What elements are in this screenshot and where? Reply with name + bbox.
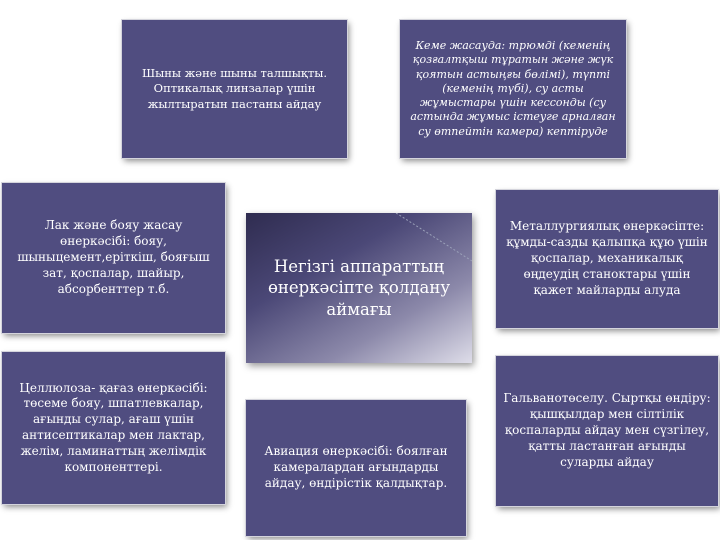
paint-industry-box: [2, 183, 225, 333]
glass-industry-box: [122, 20, 347, 158]
metallurgy-box: [496, 190, 718, 328]
pulp-paper-box: [2, 352, 225, 504]
paint-industry-text: Лак және бояу жасау өнеркәсібі: бояу, шыныцемент,еріткіш, бояғыш зат, қоспалар, шайыр, абсорбенттер т.б.: [17, 218, 210, 296]
shipbuilding-box: [400, 20, 626, 158]
center-title-panel: [246, 213, 472, 363]
galvanic-text: Гальванотөселу. Сыртқы өндіру: қышқылдар мен сілтілік қоспаларды айдау мен сүзгілеу, қатты ластанған ағынды суларды айдау: [503, 391, 711, 469]
galvanic-box: [496, 356, 718, 506]
pulp-paper-text: Целлюлоза- қағаз өнеркәсібі: төсеме бояу, шпатлевкалар, ағынды сулар, ағаш үшін антисептикалар мен лактар, желім, ламинаттың желімдік компоненттері.: [19, 380, 208, 474]
glass-industry-text: Шыны және шыны талшықты. Оптикалық линзалар үшін жылтыратын пастаны айдау: [141, 66, 328, 111]
metallurgy-text: Металлургиялық өнеркәсіпте: құмды-сазды қалыпқа құю үшін қоспалар, механикалық өңдеудің станоктары үшін қажет майларды алуда: [506, 219, 708, 297]
aviation-box: [246, 400, 466, 536]
shipbuilding-text: Кеме жасауда: трюмді (кеменің қозғалтқыш тұратын және жүк қоятын астыңғы бөлімі), түпті (кеменің түбі), су асты жұмыстары үшін кессонды (су астында жұмыс істеуге арналған су өтпейтін камера) кептіруде: [410, 38, 616, 138]
center-title: Негізгі аппараттың өнеркәсіпте қолдану аймағы: [267, 257, 451, 319]
aviation-text: Авиация өнеркәсібі: боялған камералардан ағындарды айдау, өндірістік қалдықтар.: [264, 444, 448, 490]
